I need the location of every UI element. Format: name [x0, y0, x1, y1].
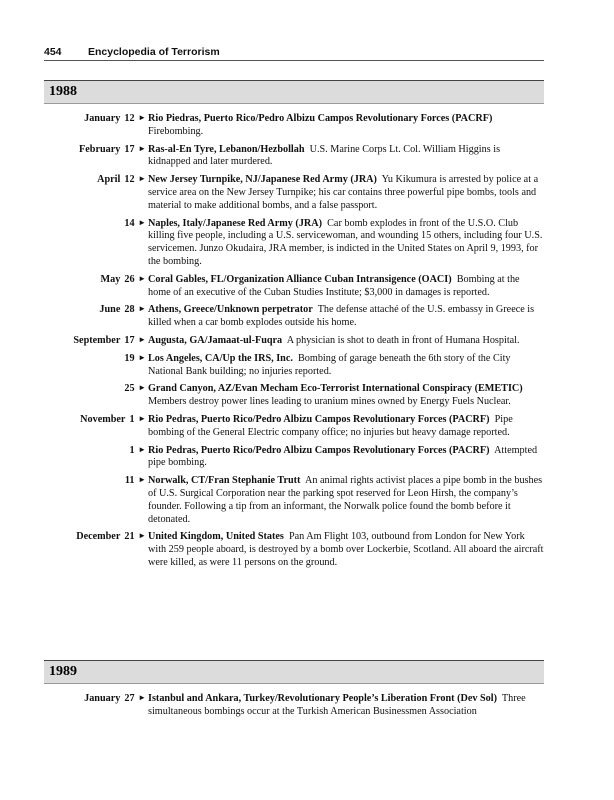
entry-date — [0, 218, 146, 231]
entry-text — [148, 531, 544, 569]
entry-day: 12 — [124, 174, 135, 186]
entry-month: May — [100, 273, 121, 285]
entry-day: 17 — [124, 334, 135, 346]
entry-location: Los Angeles, CA/Up the IRS, Inc. — [148, 352, 293, 364]
entry-description: Car bomb explodes in front of the U.S.O. Club killing five people, including a U.S. servicewoman, and wounding 15 others, including four U.S. servicemen. Junzo Okudaira, JRA member, is indicted in the United States on April 9, 1993, for the bombing. — [148, 217, 543, 267]
entry-date — [0, 144, 146, 157]
arrow-right-icon: ► — [138, 413, 146, 423]
chronology-list-1989 — [0, 693, 614, 724]
entry-location: United Kingdom, United States — [148, 531, 284, 543]
entry-text — [148, 414, 544, 440]
entry-day: 25 — [124, 383, 135, 395]
entry-date — [0, 445, 146, 458]
entry-day: 14 — [124, 217, 135, 229]
entry-text — [148, 144, 544, 170]
entry-date — [0, 113, 146, 126]
entry-location: Grand Canyon, AZ/Evan Mecham Eco-Terrorist International Conspiracy (EMETIC) — [148, 383, 523, 395]
arrow-right-icon: ► — [138, 334, 146, 344]
chronology-entry — [0, 274, 614, 300]
arrow-right-icon: ► — [138, 383, 146, 393]
entry-location: Rio Piedras, Puerto Rico/Pedro Albizu Campos Revolutionary Forces (PACRF) — [148, 113, 493, 124]
entry-day: 11 — [124, 475, 135, 487]
arrow-right-icon: ► — [138, 217, 146, 227]
entry-description: An animal rights activist places a pipe bomb in the bushes of U.S. Surgical Corporation near the parking spot reserved for Leon Hirsh, the company’s founder. Following a tip from an informant, the Norwalk police found the bomb before it detonated. — [148, 475, 543, 525]
entry-location: Istanbul and Ankara, Turkey/Revolutionary People’s Liberation Front (Dev Sol) — [148, 693, 497, 704]
entry-description: Three simultaneous bombings occur at the Turkish American Businessmen Association — [148, 693, 526, 717]
arrow-right-icon: ► — [138, 693, 146, 702]
arrow-right-icon: ► — [138, 273, 146, 283]
chronology-entry — [0, 531, 614, 569]
page-number: 454 — [44, 46, 62, 58]
entry-description: Bombing at the home of an executive of the Cuban Studies Institute; $3,000 in damages is reported. — [148, 273, 520, 298]
arrow-right-icon: ► — [138, 444, 146, 454]
entry-day: 17 — [124, 143, 135, 155]
entry-date — [0, 475, 146, 488]
year-heading-1988 — [44, 80, 544, 104]
header-rule — [44, 60, 544, 61]
chronology-entry — [0, 335, 614, 348]
chronology-entry — [0, 304, 614, 330]
entry-date — [0, 531, 146, 544]
arrow-right-icon: ► — [138, 174, 146, 184]
arrow-right-icon: ► — [138, 143, 146, 153]
entry-description: A physician is shot to death in front of Humana Hospital. — [286, 334, 520, 346]
book-title: Encyclopedia of Terrorism — [88, 46, 220, 58]
entry-location: Naples, Italy/Japanese Red Army (JRA) — [148, 217, 323, 229]
chronology-entry — [0, 693, 614, 719]
year-label: 1988 — [49, 84, 77, 99]
entry-description: Bombing of garage beneath the 6th story of the City National Bank building; no injuries reported. — [148, 352, 511, 377]
entry-text — [148, 113, 544, 139]
entry-description: Yu Kikumura is arrested by police at a service area on the New Jersey Turnpike; his car contains three powerful pipe bombs, tools and material to make additional bombs, and a false passport. — [148, 174, 539, 211]
entry-day: 19 — [124, 352, 135, 364]
entry-text — [148, 445, 544, 471]
entry-location: New Jersey Turnpike, NJ/Japanese Red Army (JRA) — [148, 174, 377, 186]
entry-date — [0, 414, 146, 427]
entry-date — [0, 274, 146, 287]
entry-day: 12 — [124, 113, 135, 124]
entry-month: January — [84, 693, 121, 704]
entry-description: The defense attaché of the U.S. embassy in Greece is killed when a car bomb explodes outside his home. — [148, 304, 535, 329]
entry-location: Athens, Greece/Unknown perpetrator — [148, 304, 313, 316]
entry-day: 1 — [129, 413, 135, 425]
arrow-right-icon: ► — [138, 352, 146, 362]
running-head — [44, 46, 544, 58]
arrow-right-icon: ► — [138, 475, 146, 485]
entry-day: 21 — [124, 531, 135, 543]
entry-month: December — [76, 531, 121, 543]
entry-description: Firebombing. — [148, 125, 204, 137]
entry-day: 27 — [124, 693, 135, 704]
entry-description: U.S. Marine Corps Lt. Col. William Higgins is kidnapped and later murdered. — [148, 143, 501, 168]
chronology-entry — [0, 218, 614, 269]
arrow-right-icon: ► — [138, 113, 146, 122]
entry-text — [148, 304, 544, 330]
entry-month: November — [80, 413, 126, 425]
entry-text — [148, 335, 544, 348]
chronology-entry — [0, 113, 614, 139]
entry-date — [0, 693, 146, 706]
entry-location: Norwalk, CT/Fran Stephanie Trutt — [148, 475, 301, 487]
chronology-entry — [0, 174, 614, 212]
entry-date — [0, 174, 146, 187]
entry-month: February — [79, 143, 121, 155]
chronology-entry — [0, 475, 614, 526]
entry-month: September — [73, 334, 121, 346]
entry-text — [148, 353, 544, 379]
entry-location: Rio Pedras, Puerto Rico/Pedro Albizu Campos Revolutionary Forces (PACRF) — [148, 444, 490, 456]
entry-text — [148, 218, 544, 269]
entry-date — [0, 304, 146, 317]
entry-description: Members destroy power lines leading to uranium mines owned by Energy Fuels Nuclear. — [148, 396, 511, 408]
entry-text — [148, 274, 544, 300]
entry-date — [0, 353, 146, 366]
chronology-entry — [0, 445, 614, 471]
entry-description: Pipe bombing of the General Electric company office; no injuries but heavy damage reported. — [148, 413, 513, 438]
year-heading-1989 — [44, 660, 544, 684]
entry-description: Attempted pipe bombing. — [148, 444, 538, 469]
entry-text — [148, 383, 544, 409]
entry-month: January — [84, 113, 121, 124]
entry-month: April — [97, 174, 121, 186]
entry-description: Pan Am Flight 103, outbound from London for New York with 259 people aboard, is destroyed by a bomb over Lockerbie, Scotland. All aboard the aircraft were killed, as were 11 persons on the ground. — [148, 531, 544, 568]
chronology-entry — [0, 414, 614, 440]
entry-date — [0, 335, 146, 348]
entry-text — [148, 475, 544, 526]
chronology-entry — [0, 383, 614, 409]
entry-day: 28 — [124, 304, 135, 316]
arrow-right-icon: ► — [138, 304, 146, 314]
entry-day: 26 — [124, 273, 135, 285]
entry-text — [148, 693, 544, 719]
entry-location: Ras-al-En Tyre, Lebanon/Hezbollah — [148, 143, 305, 155]
chronology-entry — [0, 353, 614, 379]
entry-month: June — [99, 304, 121, 316]
chronology-entry — [0, 144, 614, 170]
entry-date — [0, 383, 146, 396]
entry-location: Augusta, GA/Jamaat-ul-Fuqra — [148, 334, 283, 346]
year-label: 1989 — [49, 664, 77, 679]
chronology-list-1988 — [0, 113, 614, 575]
entry-location: Rio Pedras, Puerto Rico/Pedro Albizu Campos Revolutionary Forces (PACRF) — [148, 413, 490, 425]
arrow-right-icon: ► — [138, 531, 146, 541]
entry-text — [148, 174, 544, 212]
entry-location: Coral Gables, FL/Organization Alliance Cuban Intransigence (OACI) — [148, 273, 452, 285]
entry-day: 1 — [129, 444, 135, 456]
